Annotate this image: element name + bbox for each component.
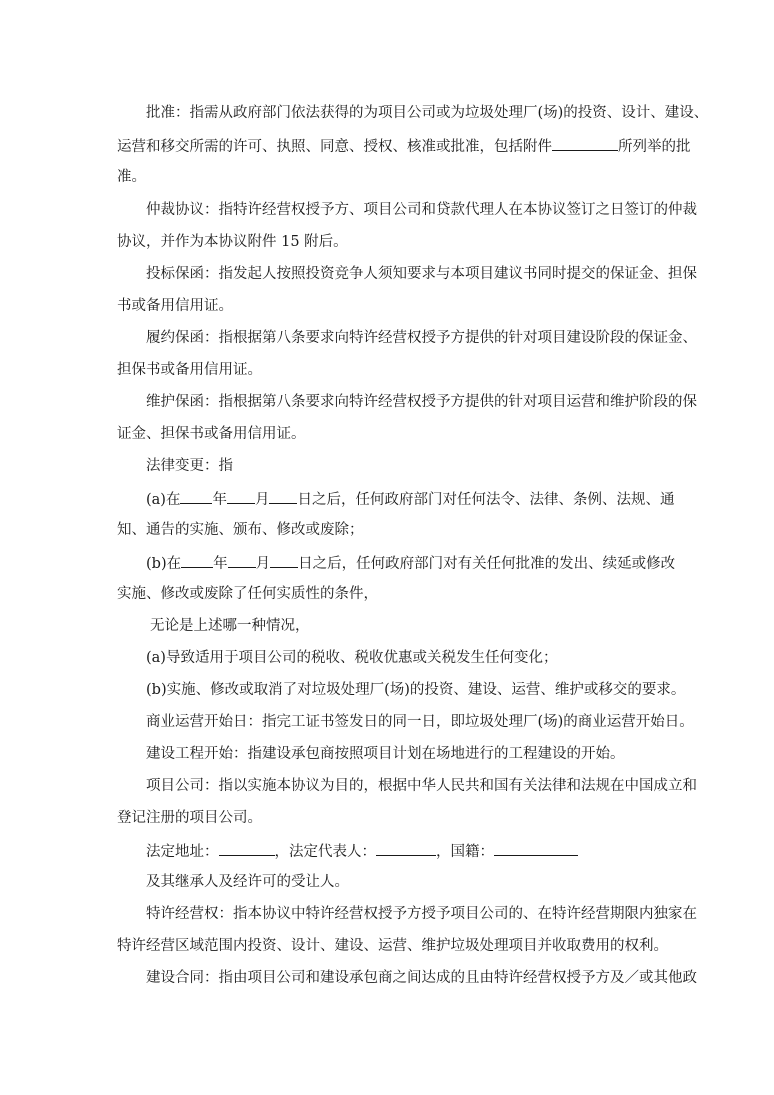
text-line xyxy=(146,969,697,987)
text-line xyxy=(146,873,349,891)
blank-underline xyxy=(219,841,275,856)
text-line xyxy=(117,297,233,315)
text-line xyxy=(146,777,697,795)
text-span: ，法定代表人： xyxy=(274,844,376,860)
text-span: 投标保函：指发起人按照投资竞争人须知要求与本项目建议书同时提交的保证金、担保 xyxy=(146,266,697,282)
text-line xyxy=(146,457,233,475)
text-span: 证金、担保书或备用信用证。 xyxy=(117,426,306,442)
text-line xyxy=(146,104,708,122)
text-span: 担保书或备用信用证。 xyxy=(117,362,262,378)
text-span: 准。 xyxy=(117,169,146,185)
text-span: (b)实施、修改或取消了对垃圾处理厂(场)的投资、建设、运营、维护或移交的要求。 xyxy=(146,682,686,698)
text-line xyxy=(117,168,146,186)
text-span: 知、通告的实施、颁布、修改或废除； xyxy=(117,522,364,538)
text-line xyxy=(117,425,306,443)
text-line xyxy=(117,361,262,379)
text-line xyxy=(150,617,310,635)
text-span: (a)导致适用于项目公司的税收、税收优惠或关税发生任何变化； xyxy=(146,650,558,666)
blank-underline xyxy=(180,489,212,504)
text-span: 法定地址： xyxy=(146,844,219,860)
text-line xyxy=(117,136,691,156)
text-span: 商业运营开始日：指完工证书签发日的同一日，即垃圾处理厂(场)的商业运营开始日。 xyxy=(146,714,694,730)
text-line xyxy=(146,393,697,411)
text-span: 无论是上述哪一种情况， xyxy=(150,618,310,634)
text-line xyxy=(146,745,625,763)
text-span: 年 xyxy=(212,492,227,508)
text-span: 月 xyxy=(255,556,271,572)
blank-underline xyxy=(228,553,256,568)
text-span: 月 xyxy=(254,492,270,508)
text-line xyxy=(117,521,364,539)
text-span: 日之后，任何政府部门对有关任何批准的发出、续延或修改 xyxy=(298,556,676,572)
text-span: (b)在 xyxy=(146,556,182,572)
text-span: 实施、修改或废除了任何实质性的条件， xyxy=(117,586,378,602)
blank-underline xyxy=(494,841,578,856)
text-span: 及其继承人及经许可的受让人。 xyxy=(146,874,349,890)
text-line xyxy=(146,489,674,509)
text-line xyxy=(117,809,262,827)
blank-underline xyxy=(269,489,297,504)
text-line xyxy=(117,585,378,603)
text-span: 特许经营区域范围内投资、设计、建设、运营、维护垃圾处理项目并收取费用的权利。 xyxy=(117,938,668,954)
text-span: 所列举的批 xyxy=(618,139,691,155)
blank-underline xyxy=(270,553,298,568)
text-line xyxy=(117,937,668,955)
text-span: 书或备用信用证。 xyxy=(117,298,233,314)
text-span: 维护保函：指根据第八条要求向特许经营权授予方提供的针对项目运营和维护阶段的保 xyxy=(146,394,697,410)
text-span: 年 xyxy=(213,556,228,572)
text-line xyxy=(146,201,697,219)
blank-underline xyxy=(376,841,436,856)
text-span: 特许经营权：指本协议中特许经营权授予方授予项目公司的、在特许经营期限内独家在 xyxy=(146,906,697,922)
text-span: 建设工程开始：指建设承包商按照项目计划在场地进行的工程建设的开始。 xyxy=(146,746,625,762)
text-line xyxy=(146,329,697,347)
blank-underline xyxy=(552,136,618,151)
text-span: 仲裁协议：指特许经营权授予方、项目公司和贷款代理人在本协议签订之日签订的仲裁 xyxy=(146,202,697,218)
text-line xyxy=(146,553,675,573)
blank-underline xyxy=(181,553,213,568)
text-line xyxy=(117,233,348,251)
text-line xyxy=(146,841,578,861)
text-span: ，国籍： xyxy=(436,844,494,860)
blank-underline xyxy=(227,489,255,504)
text-line xyxy=(146,905,697,923)
text-line xyxy=(146,265,697,283)
text-line xyxy=(146,681,685,699)
text-span: 协议，并作为本协议附件 15 附后。 xyxy=(117,234,348,250)
text-span: 日之后，任何政府部门对任何法令、法律、条例、法规、通 xyxy=(297,492,675,508)
text-line xyxy=(146,649,557,667)
text-span: 批准：指需从政府部门依法获得的为项目公司或为垃圾处理厂(场)的投资、设计、建设、 xyxy=(146,105,709,121)
text-span: 登记注册的项目公司。 xyxy=(117,810,262,826)
text-span: 履约保函：指根据第八条要求向特许经营权授予方提供的针对项目建设阶段的保证金、 xyxy=(146,330,697,346)
text-span: 法律变更：指 xyxy=(146,458,233,474)
text-span: 运营和移交所需的许可、执照、同意、授权、核准或批准，包括附件 xyxy=(117,139,552,155)
text-span: (a)在 xyxy=(146,492,181,508)
text-span: 项目公司：指以实施本协议为目的，根据中华人民共和国有关法律和法规在中国成立和 xyxy=(146,778,697,794)
text-line xyxy=(146,713,694,731)
text-span: 建设合同：指由项目公司和建设承包商之间达成的且由特许经营权授予方及／或其他政 xyxy=(146,970,697,986)
